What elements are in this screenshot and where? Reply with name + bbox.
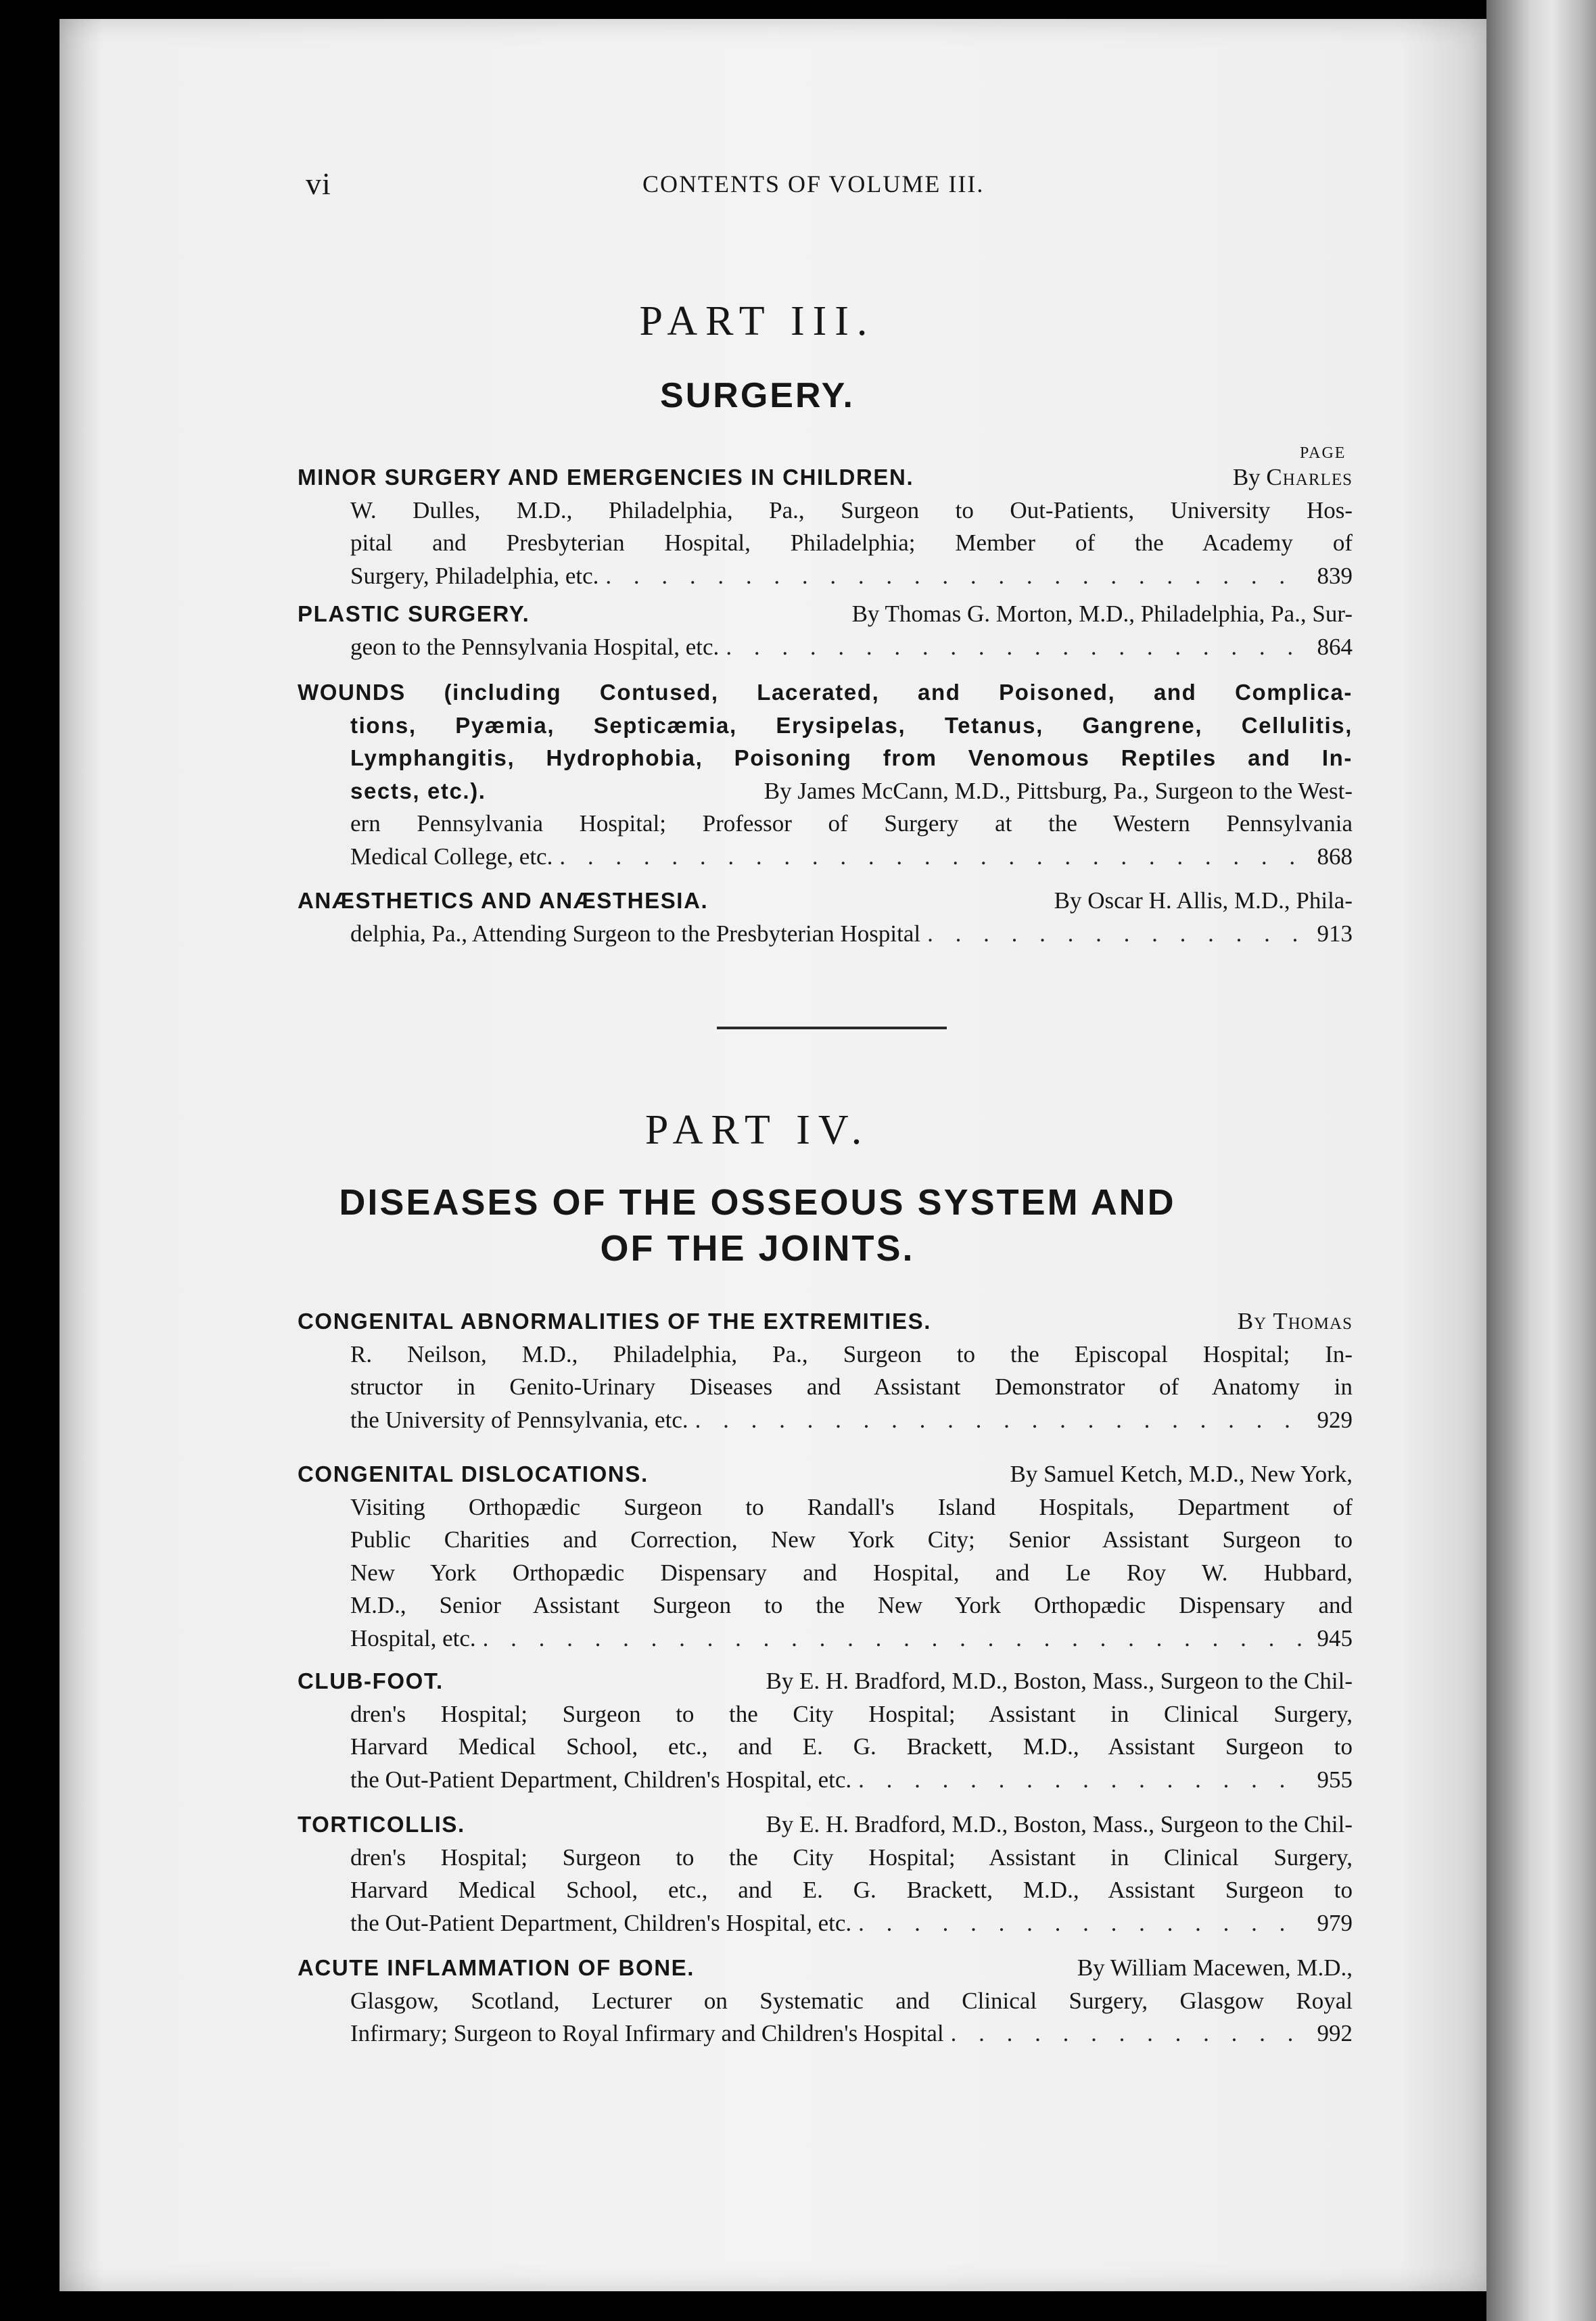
leader-dots bbox=[927, 918, 1305, 951]
entry-line: structor in Genito-Urinary Diseases and Assistant Demonstrator of Anatomy in bbox=[350, 1374, 1353, 1400]
section-title-line: OF THE JOINTS. bbox=[600, 1228, 915, 1269]
leader-dots bbox=[858, 1907, 1305, 1940]
entry-line: dren's Hospital; Surgeon to the City Hospital; Assistant in Clinical Surgery, bbox=[350, 1844, 1353, 1871]
entry-last-line bbox=[298, 1404, 1353, 1437]
entry-title: CLUB-FOOT. bbox=[298, 1668, 444, 1693]
entry-line: Hospital, etc. bbox=[350, 1624, 476, 1651]
entry-title: WOUNDS (including Contused, Lacerated, and Poisoned, and Complica- bbox=[298, 680, 1353, 705]
toc-entry bbox=[298, 1952, 1353, 2050]
book-gutter bbox=[1486, 0, 1596, 2321]
entry-title: Lymphangitis, Hydrophobia, Poisoning from Venomous Reptiles and In- bbox=[350, 745, 1353, 770]
entry-byline: By Thomas bbox=[1237, 1308, 1353, 1334]
section-title: SURGERY. bbox=[660, 376, 855, 415]
part-heading: PART III. bbox=[639, 298, 876, 344]
entry-title: sects, etc.). bbox=[350, 778, 486, 803]
toc-entry bbox=[298, 676, 1353, 873]
entry-line: geon to the Pennsylvania Hospital, etc. bbox=[350, 633, 720, 660]
entry-title: PLASTIC SURGERY. bbox=[298, 601, 530, 626]
toc-entry bbox=[298, 1458, 1353, 1655]
entry-title: TORTICOLLIS. bbox=[298, 1812, 465, 1837]
entry-title: ACUTE INFLAMMATION OF BONE. bbox=[298, 1955, 695, 1980]
entry-line: Public Charities and Correction, New York City; Senior Assistant Surgeon to bbox=[350, 1526, 1353, 1553]
entry-line: M.D., Senior Assistant Surgeon to the New York Orthopædic Dispensary and bbox=[350, 1592, 1353, 1618]
page-number: 913 bbox=[1317, 920, 1353, 947]
running-title: CONTENTS OF VOLUME III. bbox=[642, 170, 985, 197]
entry-last-line bbox=[298, 560, 1353, 593]
toc-entry bbox=[298, 1305, 1353, 1436]
entry-last-line bbox=[298, 841, 1353, 874]
entry-author: Charles bbox=[1266, 464, 1353, 490]
entry-line: the University of Pennsylvania, etc. bbox=[350, 1406, 688, 1433]
entry-line: Glasgow, Scotland, Lecturer on Systematic and Clinical Surgery, Glasgow Royal bbox=[350, 1987, 1353, 2014]
leader-dots bbox=[605, 560, 1305, 593]
entry-byline: By Oscar H. Allis, M.D., Phila- bbox=[1054, 887, 1353, 914]
page-number: 955 bbox=[1317, 1766, 1353, 1793]
leader-dots bbox=[951, 2017, 1305, 2050]
section-divider bbox=[717, 1027, 947, 1029]
entry-last-line bbox=[298, 918, 1353, 951]
toc-entry bbox=[298, 1665, 1353, 1796]
page-number: 979 bbox=[1317, 1909, 1353, 1936]
entry-line: Infirmary; Surgeon to Royal Infirmary and Children's Hospital bbox=[350, 2020, 944, 2046]
leader-dots bbox=[726, 631, 1305, 664]
scanned-page bbox=[60, 19, 1486, 2291]
section-title bbox=[0, 1179, 1515, 1271]
entry-byline: By William Macewen, M.D., bbox=[1077, 1954, 1353, 1981]
toc-entry bbox=[298, 461, 1353, 592]
entry-line: dren's Hospital; Surgeon to the City Hospital; Assistant in Clinical Surgery, bbox=[350, 1700, 1353, 1727]
part-heading: PART IV. bbox=[644, 1107, 870, 1153]
entry-line: ern Pennsylvania Hospital; Professor of Surgery at the Western Pennsylvania bbox=[350, 810, 1353, 837]
page-number: 839 bbox=[1317, 562, 1353, 589]
leader-dots bbox=[695, 1404, 1305, 1437]
leader-dots bbox=[483, 1622, 1305, 1656]
entry-line: W. Dulles, M.D., Philadelphia, Pa., Surgeon to Out-Patients, University Hos- bbox=[350, 496, 1353, 523]
entry-byline: By James McCann, M.D., Pittsburg, Pa., Surgeon to the West- bbox=[764, 777, 1353, 804]
entry-byline: By Samuel Ketch, M.D., New York, bbox=[1010, 1461, 1353, 1487]
entry-title: CONGENITAL DISLOCATIONS. bbox=[298, 1461, 649, 1486]
toc-entry bbox=[298, 885, 1353, 950]
entry-line: pital and Presbyterian Hospital, Philadelphia; Member of the Academy of bbox=[350, 530, 1353, 556]
entry-title: MINOR SURGERY AND EMERGENCIES IN CHILDREN. bbox=[298, 465, 914, 490]
entry-last-line bbox=[298, 631, 1353, 664]
entry-line: the Out-Patient Department, Children's Hospital, etc. bbox=[350, 1766, 852, 1793]
entry-line: Visiting Orthopædic Surgeon to Randall's Island Hospitals, Department of bbox=[350, 1493, 1353, 1520]
section-title-line: DISEASES OF THE OSSEOUS SYSTEM AND bbox=[339, 1182, 1176, 1223]
entry-line: delphia, Pa., Attending Surgeon to the Presbyterian Hospital bbox=[350, 920, 921, 947]
entry-line: the Out-Patient Department, Children's Hospital, etc. bbox=[350, 1909, 852, 1936]
leader-dots bbox=[858, 1764, 1305, 1797]
toc-entry bbox=[298, 1808, 1353, 1940]
entry-line: New York Orthopædic Dispensary and Hospital, and Le Roy W. Hubbard, bbox=[350, 1559, 1353, 1586]
page-number: 929 bbox=[1317, 1406, 1353, 1433]
entry-line: Medical College, etc. bbox=[350, 843, 553, 870]
entry-byline: By Thomas G. Morton, M.D., Philadelphia, Pa., Sur- bbox=[851, 601, 1353, 627]
page-number: 864 bbox=[1317, 633, 1353, 660]
entry-last-line bbox=[298, 1764, 1353, 1797]
page-number: 992 bbox=[1317, 2020, 1353, 2046]
leader-dots bbox=[559, 841, 1305, 874]
entry-byline: By E. H. Bradford, M.D., Boston, Mass., Surgeon to the Chil- bbox=[766, 1668, 1353, 1694]
entry-last-line bbox=[298, 1907, 1353, 1940]
folio: vi bbox=[306, 166, 331, 201]
entry-title: ANÆSTHETICS AND ANÆSTHESIA. bbox=[298, 888, 709, 913]
entry-line: Harvard Medical School, etc., and E. G. Brackett, M.D., Assistant Surgeon to bbox=[350, 1877, 1353, 1903]
page-number: 945 bbox=[1317, 1624, 1353, 1651]
toc-entry bbox=[298, 598, 1353, 663]
entry-last-line bbox=[298, 2017, 1353, 2050]
page-column-label: PAGE bbox=[1300, 444, 1346, 462]
entry-title: CONGENITAL ABNORMALITIES OF THE EXTREMITIES. bbox=[298, 1309, 931, 1334]
entry-last-line bbox=[298, 1622, 1353, 1656]
entry-by: By bbox=[1232, 464, 1261, 490]
running-head bbox=[0, 166, 1596, 206]
entry-line: Harvard Medical School, etc., and E. G. Brackett, M.D., Assistant Surgeon to bbox=[350, 1733, 1353, 1760]
entry-line: R. Neilson, M.D., Philadelphia, Pa., Surgeon to the Episcopal Hospital; In- bbox=[350, 1340, 1353, 1367]
entry-title: tions, Pyæmia, Septicæmia, Erysipelas, Tetanus, Gangrene, Cellulitis, bbox=[350, 712, 1353, 738]
entry-byline: By E. H. Bradford, M.D., Boston, Mass., Surgeon to the Chil- bbox=[766, 1811, 1353, 1837]
entry-line: Surgery, Philadelphia, etc. bbox=[350, 562, 599, 589]
page-number: 868 bbox=[1317, 843, 1353, 870]
